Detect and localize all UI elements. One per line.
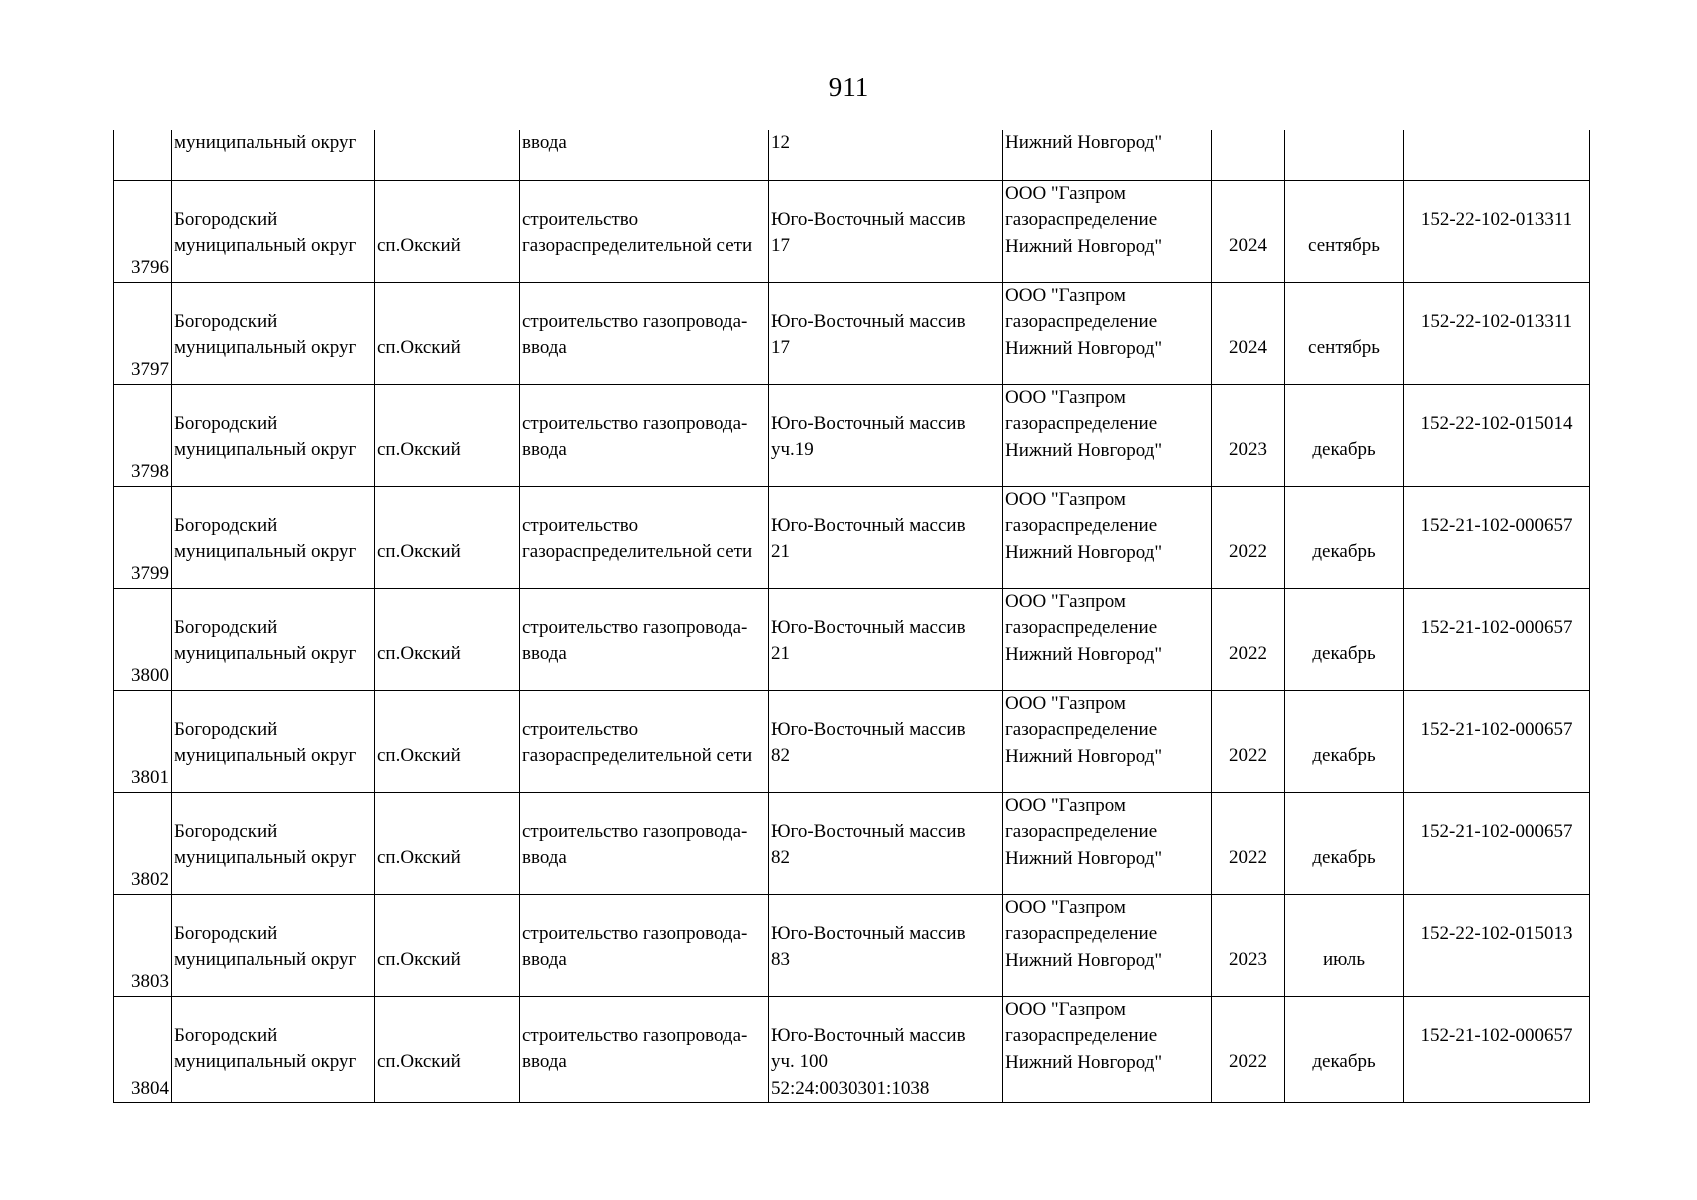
cell-code: 152-21-102-000657 <box>1404 792 1590 894</box>
cell-locality: сп.Окский <box>375 996 520 1103</box>
cell-organization: ООО "Газпром газораспределение Нижний Новгород" <box>1003 180 1212 282</box>
cell-district: Богородский муниципальный округ <box>172 486 375 588</box>
cell-locality <box>375 130 520 180</box>
cell-locality: сп.Окский <box>375 690 520 792</box>
cell-work: строительство газораспределительной сети <box>520 180 769 282</box>
cell-num <box>114 130 172 180</box>
cell-month: сентябрь <box>1285 282 1404 384</box>
cell-address: Юго-Восточный массив уч.19 <box>769 384 1003 486</box>
cell-work: строительство газопровода- ввода <box>520 384 769 486</box>
cell-code: 152-22-102-015013 <box>1404 894 1590 996</box>
cell-month: декабрь <box>1285 384 1404 486</box>
cell-num: 3804 <box>114 996 172 1103</box>
cell-district: Богородский муниципальный округ <box>172 792 375 894</box>
table-row <box>114 486 1590 588</box>
cell-address: Юго-Восточный массив 21 <box>769 588 1003 690</box>
cell-address: Юго-Восточный массив 21 <box>769 486 1003 588</box>
cell-month: сентябрь <box>1285 180 1404 282</box>
table-row <box>114 894 1590 996</box>
cell-locality: сп.Окский <box>375 792 520 894</box>
cell-year <box>1212 130 1285 180</box>
continuation-row <box>114 130 1590 180</box>
cell-num: 3799 <box>114 486 172 588</box>
table-row <box>114 588 1590 690</box>
cell-code: 152-22-102-015014 <box>1404 384 1590 486</box>
cell-year: 2023 <box>1212 384 1285 486</box>
page-number: 911 <box>828 72 869 102</box>
cell-work: строительство газопровода- ввода <box>520 282 769 384</box>
cell-code: 152-21-102-000657 <box>1404 486 1590 588</box>
cell-locality: сп.Окский <box>375 282 520 384</box>
cell-code: 152-21-102-000657 <box>1404 996 1590 1103</box>
cell-month: июль <box>1285 894 1404 996</box>
cell-organization: ООО "Газпром газораспределение Нижний Новгород" <box>1003 282 1212 384</box>
cell-address: 12 <box>769 130 1003 180</box>
cell-month: декабрь <box>1285 588 1404 690</box>
cell-organization: ООО "Газпром газораспределение Нижний Новгород" <box>1003 894 1212 996</box>
cell-work: строительство газораспределительной сети <box>520 486 769 588</box>
cell-locality: сп.Окский <box>375 894 520 996</box>
cell-organization: ООО "Газпром газораспределение Нижний Новгород" <box>1003 792 1212 894</box>
cell-month: декабрь <box>1285 996 1404 1103</box>
cell-district: Богородский муниципальный округ <box>172 690 375 792</box>
cell-work: строительство газопровода- ввода <box>520 894 769 996</box>
cell-organization: ООО "Газпром газораспределение Нижний Новгород" <box>1003 996 1212 1103</box>
cell-organization: Нижний Новгород" <box>1003 130 1212 180</box>
cell-year: 2024 <box>1212 180 1285 282</box>
cell-code <box>1404 130 1590 180</box>
cell-organization: ООО "Газпром газораспределение Нижний Новгород" <box>1003 588 1212 690</box>
cell-district: Богородский муниципальный округ <box>172 894 375 996</box>
cell-num: 3797 <box>114 282 172 384</box>
cell-num: 3801 <box>114 690 172 792</box>
cell-organization: ООО "Газпром газораспределение Нижний Новгород" <box>1003 690 1212 792</box>
table-body <box>114 130 1590 1103</box>
cell-district: муниципальный округ <box>172 130 375 180</box>
cell-year: 2022 <box>1212 588 1285 690</box>
table-row <box>114 384 1590 486</box>
cell-code: 152-22-102-013311 <box>1404 180 1590 282</box>
cell-year: 2024 <box>1212 282 1285 384</box>
cell-month: декабрь <box>1285 486 1404 588</box>
cell-address: Юго-Восточный массив 17 <box>769 282 1003 384</box>
cell-district: Богородский муниципальный округ <box>172 384 375 486</box>
cell-work: строительство газопровода- ввода <box>520 996 769 1103</box>
cell-num: 3800 <box>114 588 172 690</box>
cell-district: Богородский муниципальный округ <box>172 282 375 384</box>
table-row <box>114 282 1590 384</box>
cell-address: Юго-Восточный массив 82 <box>769 690 1003 792</box>
cell-locality: сп.Окский <box>375 180 520 282</box>
cell-locality: сп.Окский <box>375 486 520 588</box>
table-row <box>114 690 1590 792</box>
cell-num: 3802 <box>114 792 172 894</box>
cell-district: Богородский муниципальный округ <box>172 588 375 690</box>
cell-num: 3796 <box>114 180 172 282</box>
cell-work: ввода <box>520 130 769 180</box>
cell-organization: ООО "Газпром газораспределение Нижний Новгород" <box>1003 486 1212 588</box>
cell-year: 2022 <box>1212 996 1285 1103</box>
cell-year: 2022 <box>1212 792 1285 894</box>
cell-address: Юго-Восточный массив уч. 100 52:24:0030301:1038 <box>769 996 1003 1103</box>
cell-code: 152-22-102-013311 <box>1404 282 1590 384</box>
cell-work: строительство газопровода- ввода <box>520 588 769 690</box>
cell-year: 2023 <box>1212 894 1285 996</box>
cell-organization: ООО "Газпром газораспределение Нижний Новгород" <box>1003 384 1212 486</box>
cell-work: строительство газопровода- ввода <box>520 792 769 894</box>
cell-work: строительство газораспределительной сети <box>520 690 769 792</box>
cell-locality: сп.Окский <box>375 588 520 690</box>
cell-month <box>1285 130 1404 180</box>
cell-code: 152-21-102-000657 <box>1404 588 1590 690</box>
table-row <box>114 180 1590 282</box>
cell-address: Юго-Восточный массив 83 <box>769 894 1003 996</box>
cell-month: декабрь <box>1285 690 1404 792</box>
table-row <box>114 996 1590 1103</box>
cell-district: Богородский муниципальный округ <box>172 180 375 282</box>
cell-month: декабрь <box>1285 792 1404 894</box>
cell-locality: сп.Окский <box>375 384 520 486</box>
cell-num: 3803 <box>114 894 172 996</box>
cell-address: Юго-Восточный массив 82 <box>769 792 1003 894</box>
cell-address: Юго-Восточный массив 17 <box>769 180 1003 282</box>
cell-num: 3798 <box>114 384 172 486</box>
cell-district: Богородский муниципальный округ <box>172 996 375 1103</box>
cell-year: 2022 <box>1212 690 1285 792</box>
registry-table <box>113 130 1590 1103</box>
table-row <box>114 792 1590 894</box>
cell-code: 152-21-102-000657 <box>1404 690 1590 792</box>
cell-year: 2022 <box>1212 486 1285 588</box>
